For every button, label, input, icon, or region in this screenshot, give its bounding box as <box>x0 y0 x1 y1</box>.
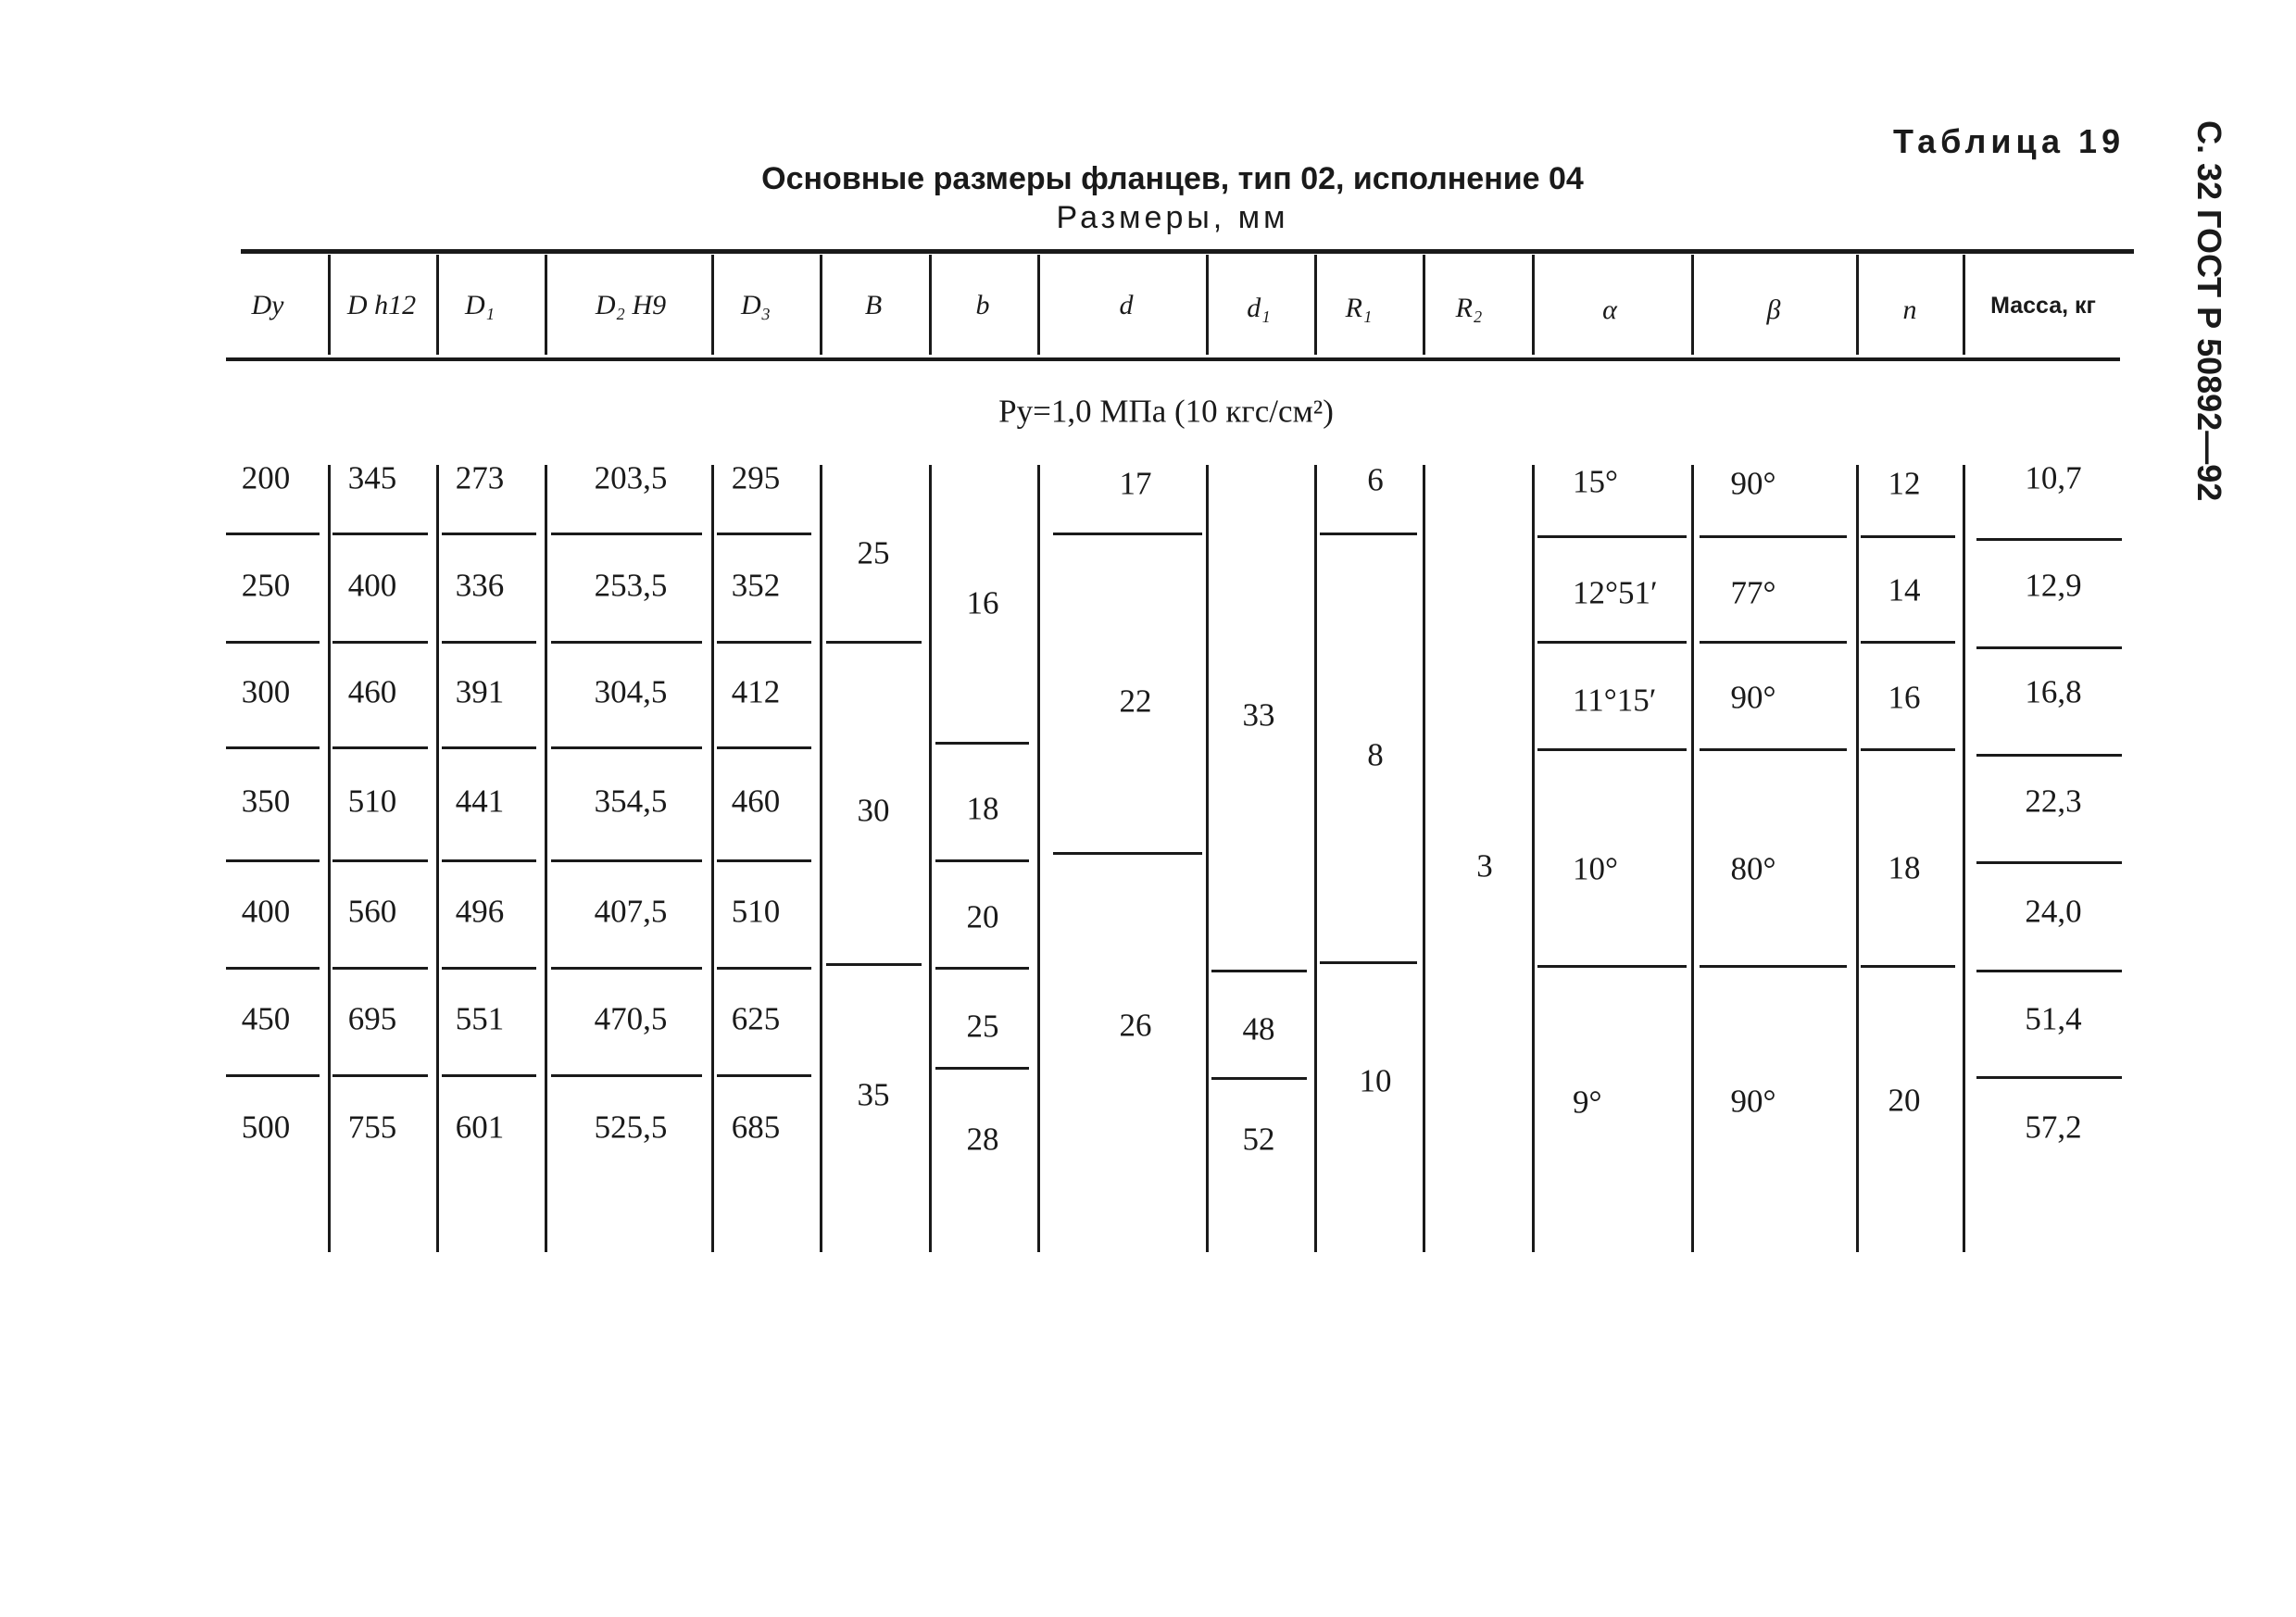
cell-n: 18 <box>1888 849 1921 886</box>
row-divider <box>551 1074 702 1077</box>
table-header-rule <box>226 357 2120 361</box>
cell-d-h12: 345 <box>347 459 397 496</box>
cell-n: 16 <box>1888 679 1921 716</box>
cell-d-h12: 695 <box>347 1000 397 1037</box>
column-divider <box>929 465 932 1252</box>
table-top-rule <box>241 249 2134 254</box>
row-divider <box>1537 965 1687 968</box>
row-divider <box>1537 535 1687 538</box>
cell-dy: 200 <box>241 459 291 496</box>
cell-d2-h9: 253,5 <box>594 567 668 604</box>
cell-d1: 273 <box>455 459 505 496</box>
cell-d-h12: 460 <box>347 673 397 710</box>
row-divider <box>442 967 536 970</box>
cell-d1: 52 <box>1242 1121 1275 1158</box>
cell-d: 22 <box>1119 683 1152 720</box>
cell-d2-h9: 354,5 <box>594 783 668 820</box>
row-divider <box>442 859 536 862</box>
cell-d1: 496 <box>455 893 505 930</box>
table-label: Таблица 19 <box>1893 122 2126 160</box>
cell-d3: 625 <box>731 1000 781 1037</box>
cell-alpha: 9° <box>1573 1084 1602 1121</box>
cell-d3: 685 <box>731 1109 781 1146</box>
column-divider <box>1206 255 1209 355</box>
cell-b: 20 <box>966 898 999 935</box>
cell-beta: 90° <box>1730 1083 1776 1120</box>
row-divider <box>332 641 428 644</box>
row-divider <box>1976 1076 2122 1079</box>
row-divider <box>1700 748 1847 751</box>
row-divider <box>1861 965 1955 968</box>
column-divider <box>711 255 714 355</box>
row-divider <box>551 533 702 535</box>
cell-d2-h9: 304,5 <box>594 673 668 710</box>
row-divider <box>551 967 702 970</box>
cell-alpha: 10° <box>1573 850 1618 887</box>
col-header-n: n <box>1902 295 1917 325</box>
column-divider <box>1856 255 1859 355</box>
cell-beta: 90° <box>1730 465 1776 502</box>
row-divider <box>1053 852 1202 855</box>
cell-b: 18 <box>966 790 999 827</box>
cell-b: 25 <box>857 534 890 571</box>
row-divider <box>1211 970 1307 972</box>
row-divider <box>717 746 811 749</box>
cell-d3: 510 <box>731 893 781 930</box>
row-divider <box>1700 535 1847 538</box>
units-caption: Размеры, мм <box>1056 200 1289 235</box>
row-divider <box>1700 641 1847 644</box>
row-divider <box>442 641 536 644</box>
row-divider <box>226 641 320 644</box>
row-divider <box>1861 748 1955 751</box>
cell-dy: 350 <box>241 783 291 820</box>
cell-d3: 460 <box>731 783 781 820</box>
column-divider <box>1856 465 1859 1252</box>
col-header-dy: Dу <box>251 290 284 320</box>
cell-r1: 10 <box>1359 1062 1392 1099</box>
col-header-b-lower: b <box>975 290 990 320</box>
column-divider <box>1037 255 1040 355</box>
cell-d1: 33 <box>1242 696 1275 733</box>
cell-d-h12: 560 <box>347 893 397 930</box>
cell-alpha: 15° <box>1573 463 1618 500</box>
cell-d3: 412 <box>731 673 781 710</box>
col-header-mass: Масса, кг <box>1990 292 2096 319</box>
row-divider <box>717 967 811 970</box>
cell-dy: 400 <box>241 893 291 930</box>
row-divider <box>826 963 922 966</box>
row-divider <box>1537 641 1687 644</box>
row-divider <box>551 746 702 749</box>
row-divider <box>1861 641 1955 644</box>
cell-beta: 90° <box>1730 679 1776 716</box>
row-divider <box>935 967 1029 970</box>
cell-n: 12 <box>1888 465 1921 502</box>
col-header-alpha: α <box>1602 295 1617 325</box>
column-divider <box>436 255 439 355</box>
cell-b: 25 <box>966 1008 999 1045</box>
column-divider <box>1963 255 1965 355</box>
cell-d3: 295 <box>731 459 781 496</box>
cell-mass: 51,4 <box>2025 1000 2082 1037</box>
cell-d-h12: 510 <box>347 783 397 820</box>
cell-r1: 8 <box>1367 736 1384 773</box>
column-divider <box>328 255 331 355</box>
cell-dy: 250 <box>241 567 291 604</box>
row-divider <box>1700 965 1847 968</box>
row-divider <box>332 746 428 749</box>
row-divider <box>717 1074 811 1077</box>
cell-d1: 391 <box>455 673 505 710</box>
col-header-beta: β <box>1766 295 1781 325</box>
row-divider <box>1861 535 1955 538</box>
pressure-subheader: Pу=1,0 МПа (10 кгс/см²) <box>998 393 1334 430</box>
cell-mass: 16,8 <box>2025 673 2082 710</box>
row-divider <box>717 859 811 862</box>
cell-d2-h9: 407,5 <box>594 893 668 930</box>
row-divider <box>935 1067 1029 1070</box>
cell-n: 14 <box>1888 571 1921 608</box>
cell-dy: 450 <box>241 1000 291 1037</box>
row-divider <box>1976 538 2122 541</box>
column-divider <box>328 465 331 1252</box>
row-divider <box>717 641 811 644</box>
row-divider <box>1320 961 1417 964</box>
row-divider <box>442 1074 536 1077</box>
column-divider <box>545 465 547 1252</box>
row-divider <box>226 967 320 970</box>
cell-b: 30 <box>857 792 890 829</box>
col-header-d1: D₁ <box>464 290 496 320</box>
cell-d1: 551 <box>455 1000 505 1037</box>
column-divider <box>1532 465 1535 1252</box>
cell-d2-h9: 203,5 <box>594 459 668 496</box>
cell-r2: 3 <box>1476 847 1493 884</box>
column-divider <box>1423 465 1425 1252</box>
column-divider <box>1314 465 1317 1252</box>
column-divider <box>929 255 932 355</box>
cell-dy: 300 <box>241 673 291 710</box>
column-divider <box>1314 255 1317 355</box>
row-divider <box>1320 533 1417 535</box>
row-divider <box>717 533 811 535</box>
column-divider <box>711 465 714 1252</box>
cell-d2-h9: 525,5 <box>594 1109 668 1146</box>
side-header-text: С. 32 ГОСТ Р 50892—92 <box>2190 120 2228 502</box>
cell-alpha: 12°51′ <box>1573 574 1658 611</box>
cell-dy: 500 <box>241 1109 291 1146</box>
row-divider <box>1211 1077 1307 1080</box>
col-header-r2: R₂ <box>1455 293 1483 323</box>
column-divider <box>1037 465 1040 1252</box>
row-divider <box>332 533 428 535</box>
row-divider <box>935 859 1029 862</box>
column-divider <box>1691 255 1694 355</box>
column-divider <box>1532 255 1535 355</box>
col-header-d2-h9: D₂ H9 <box>595 290 667 320</box>
cell-d1: 441 <box>455 783 505 820</box>
row-divider <box>1976 754 2122 757</box>
cell-d-h12: 755 <box>347 1109 397 1146</box>
cell-d: 26 <box>1119 1007 1152 1044</box>
cell-r1: 6 <box>1367 461 1384 498</box>
column-divider <box>1206 465 1209 1252</box>
col-header-r1: R₁ <box>1345 293 1373 323</box>
cell-beta: 80° <box>1730 850 1776 887</box>
cell-b: 28 <box>966 1121 999 1158</box>
row-divider <box>442 533 536 535</box>
row-divider <box>332 967 428 970</box>
row-divider <box>226 859 320 862</box>
col-header-d: d <box>1119 290 1134 320</box>
cell-mass: 12,9 <box>2025 567 2082 604</box>
cell-mass: 10,7 <box>2025 459 2082 496</box>
row-divider <box>1976 970 2122 972</box>
cell-mass: 22,3 <box>2025 783 2082 820</box>
row-divider <box>332 859 428 862</box>
cell-b: 16 <box>966 584 999 621</box>
column-divider <box>820 465 822 1252</box>
cell-mass: 24,0 <box>2025 893 2082 930</box>
cell-mass: 57,2 <box>2025 1109 2082 1146</box>
row-divider <box>442 746 536 749</box>
row-divider <box>1537 748 1687 751</box>
row-divider <box>1976 861 2122 864</box>
row-divider <box>935 742 1029 745</box>
row-divider <box>1976 646 2122 649</box>
row-divider <box>226 533 320 535</box>
col-header-d-h12: D h12 <box>346 290 417 320</box>
column-divider <box>545 255 547 355</box>
row-divider <box>826 641 922 644</box>
row-divider <box>332 1074 428 1077</box>
column-divider <box>436 465 439 1252</box>
cell-d1: 601 <box>455 1109 505 1146</box>
col-header-d1-small: d₁ <box>1247 293 1271 323</box>
cell-d1: 336 <box>455 567 505 604</box>
cell-alpha: 11°15′ <box>1573 682 1657 719</box>
cell-d: 17 <box>1119 465 1152 502</box>
column-divider <box>1691 465 1694 1252</box>
column-divider <box>1963 465 1965 1252</box>
cell-d3: 352 <box>731 567 781 604</box>
col-header-d3: D₃ <box>740 290 772 320</box>
column-divider <box>1423 255 1425 355</box>
cell-b: 35 <box>857 1076 890 1113</box>
cell-n: 20 <box>1888 1082 1921 1119</box>
cell-d-h12: 400 <box>347 567 397 604</box>
row-divider <box>226 1074 320 1077</box>
col-header-b-upper: B <box>864 290 883 320</box>
row-divider <box>1053 533 1202 535</box>
row-divider <box>551 641 702 644</box>
column-divider <box>820 255 822 355</box>
cell-d2-h9: 470,5 <box>594 1000 668 1037</box>
cell-d1: 48 <box>1242 1010 1275 1047</box>
cell-beta: 77° <box>1730 574 1776 611</box>
row-divider <box>551 859 702 862</box>
row-divider <box>226 746 320 749</box>
page-side-header <box>2190 120 2230 528</box>
table-title: Основные размеры фланцев, тип 02, исполнение 04 <box>761 161 1584 196</box>
